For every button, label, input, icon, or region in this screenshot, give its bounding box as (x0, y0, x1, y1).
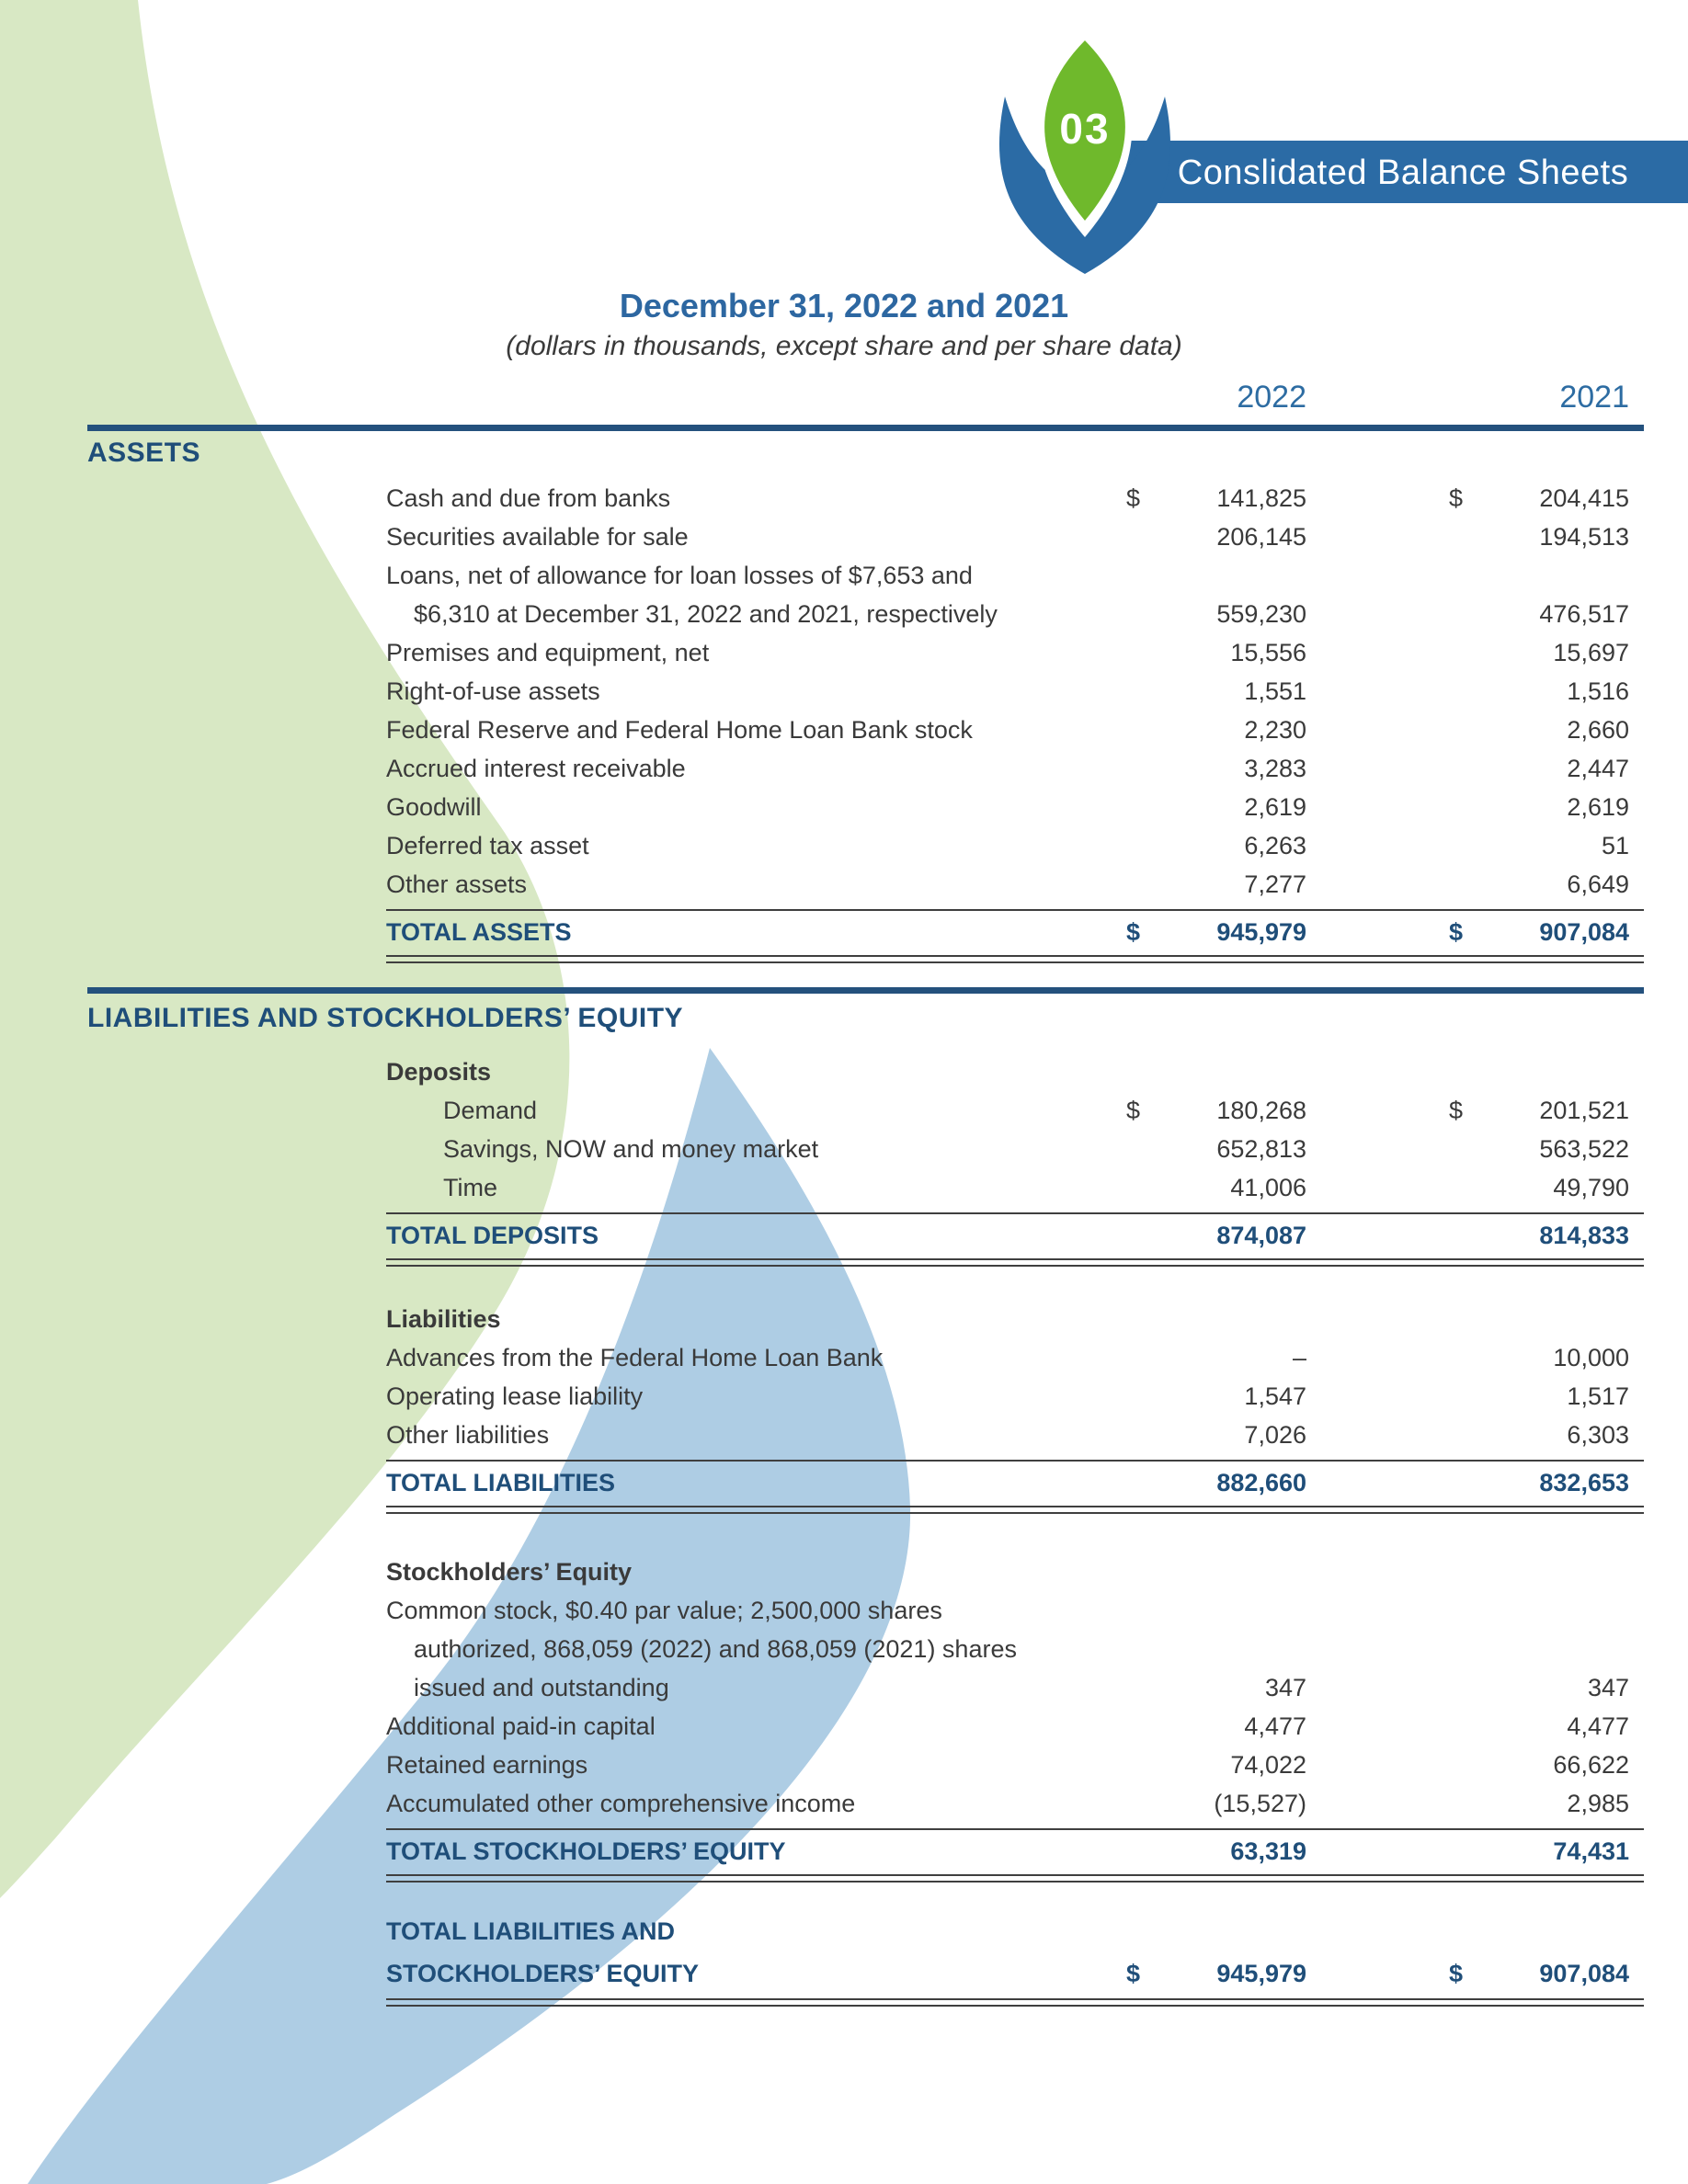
currency-symbol (1126, 1338, 1165, 1377)
value-2022: 141,825 (1216, 484, 1306, 512)
row-label: Other assets (386, 870, 528, 898)
value-2022: 180,268 (1216, 1097, 1306, 1124)
currency-symbol (1126, 1553, 1165, 1591)
currency-symbol (1449, 1630, 1488, 1668)
currency-symbol (1449, 1784, 1488, 1823)
value-2021: 814,833 (1539, 1222, 1629, 1249)
value-2022: 1,551 (1244, 677, 1306, 705)
value-2021 (1488, 1591, 1644, 1630)
column-header-2022: 2022 (1237, 380, 1306, 415)
table-row (386, 1338, 1644, 1377)
currency-symbol (1449, 1377, 1488, 1416)
currency-symbol: $ (1449, 484, 1464, 512)
table-row (386, 1746, 1644, 1784)
currency-symbol (1449, 672, 1488, 711)
value-2022: 3,283 (1244, 755, 1306, 782)
currency-symbol (1449, 1668, 1488, 1707)
currency-symbol (1126, 865, 1165, 904)
table-row (386, 1668, 1644, 1707)
spacer (386, 372, 1126, 423)
currency-symbol (1126, 1214, 1165, 1257)
row-label: Liabilities (386, 1305, 501, 1333)
value-2021: 907,084 (1539, 1960, 1629, 1987)
value-2022: 74,022 (1230, 1751, 1306, 1779)
currency-symbol (1126, 749, 1165, 788)
total-equity-row (386, 1830, 1644, 1872)
table-row (386, 1630, 1644, 1668)
row-label: TOTAL LIABILITIES AND (386, 1917, 675, 1945)
value-2022 (1165, 1300, 1306, 1338)
currency-symbol (1449, 1707, 1488, 1746)
table-row (386, 1416, 1644, 1454)
value-2021 (1488, 1910, 1644, 1952)
table-row (386, 672, 1644, 711)
currency-symbol (1126, 788, 1165, 826)
value-2022: 63,319 (1230, 1837, 1306, 1865)
section-heading-liabilities-equity: LIABILITIES AND STOCKHOLDERS’ EQUITY (87, 1003, 684, 1033)
row-label: Accumulated other comprehensive income (386, 1790, 856, 1817)
value-2022: 4,477 (1244, 1712, 1306, 1740)
value-2022 (1165, 1052, 1306, 1091)
value-2022: 206,145 (1216, 523, 1306, 551)
value-2021: 1,517 (1567, 1382, 1629, 1410)
value-2021: 2,985 (1567, 1790, 1629, 1817)
currency-symbol (1126, 1668, 1165, 1707)
currency-symbol: $ (1126, 484, 1141, 512)
currency-symbol (1126, 711, 1165, 749)
value-2021 (1488, 1300, 1644, 1338)
currency-symbol (1126, 826, 1165, 865)
row-label: Additional paid-in capital (386, 1712, 656, 1740)
value-2022: 15,556 (1230, 639, 1306, 666)
currency-symbol (1126, 1052, 1165, 1091)
table-row (386, 633, 1644, 672)
value-2022: 874,087 (1216, 1222, 1306, 1249)
currency-symbol (1126, 1830, 1165, 1872)
currency-symbol: $ (1126, 1097, 1141, 1124)
currency-symbol (1126, 1462, 1165, 1504)
currency-symbol (1126, 1300, 1165, 1338)
value-2022: 2,619 (1244, 793, 1306, 821)
row-label: Common stock, $0.40 par value; 2,500,000 shares (386, 1597, 942, 1624)
row-label: Securities available for sale (386, 523, 689, 551)
table-row (386, 1784, 1644, 1823)
total-rule-bottom (386, 955, 1644, 963)
chapter-number: 03 (1059, 105, 1111, 153)
currency-symbol (1126, 633, 1165, 672)
row-label: Premises and equipment, net (386, 639, 710, 666)
currency-symbol (1126, 1746, 1165, 1784)
value-2021: 2,447 (1567, 755, 1629, 782)
row-label: Goodwill (386, 793, 482, 821)
row-label: Operating lease liability (386, 1382, 644, 1410)
row-label: Federal Reserve and Federal Home Loan Bank stock (386, 716, 973, 744)
assets-table (386, 479, 1644, 963)
value-2021: 204,415 (1539, 484, 1629, 512)
currency-symbol (1126, 518, 1165, 556)
currency-symbol (1449, 1553, 1488, 1591)
spacer (1126, 372, 1165, 423)
value-2022: 1,547 (1244, 1382, 1306, 1410)
value-2021: 1,516 (1567, 677, 1629, 705)
currency-symbol (1449, 1746, 1488, 1784)
table-row (386, 1377, 1644, 1416)
value-2022: (15,527) (1214, 1790, 1306, 1817)
deposits-table (386, 1052, 1644, 1267)
value-2021: 907,084 (1539, 918, 1629, 946)
value-2022 (1165, 1591, 1306, 1630)
total-rule-bottom (386, 1506, 1644, 1514)
currency-symbol (1449, 595, 1488, 633)
table-row (386, 1591, 1644, 1630)
row-label: STOCKHOLDERS’ EQUITY (386, 1960, 700, 1987)
currency-symbol (1449, 556, 1488, 595)
total-assets-row (386, 911, 1644, 953)
value-2022: 882,660 (1216, 1469, 1306, 1496)
currency-symbol (1449, 826, 1488, 865)
header-rule (87, 425, 1644, 431)
value-2021: 476,517 (1539, 600, 1629, 628)
row-label: $6,310 at December 31, 2022 and 2021, respectively (414, 600, 998, 628)
value-2021: 6,649 (1567, 870, 1629, 898)
currency-symbol: $ (1449, 918, 1464, 946)
value-2021: 2,619 (1567, 793, 1629, 821)
value-2021: 4,477 (1567, 1712, 1629, 1740)
spacer (1449, 372, 1488, 423)
currency-symbol (1126, 1168, 1165, 1207)
table-row (386, 711, 1644, 749)
currency-symbol (1449, 1214, 1488, 1257)
value-2022: 945,979 (1216, 1960, 1306, 1987)
table-row (386, 595, 1644, 633)
row-label: Time (443, 1174, 497, 1201)
value-2022: 41,006 (1230, 1174, 1306, 1201)
currency-symbol (1449, 1168, 1488, 1207)
row-label: Accrued interest receivable (386, 755, 686, 782)
total-rule-bottom (386, 1998, 1644, 2007)
table-row (386, 788, 1644, 826)
value-2022: 7,026 (1244, 1421, 1306, 1449)
subsection-heading-deposits (386, 1052, 1644, 1091)
equity-table (386, 1553, 1644, 1883)
row-label: Stockholders’ Equity (386, 1558, 633, 1586)
row-label: TOTAL DEPOSITS (386, 1222, 599, 1249)
currency-symbol (1126, 1630, 1165, 1668)
value-2022: 945,979 (1216, 918, 1306, 946)
row-label: issued and outstanding (414, 1674, 669, 1701)
currency-symbol (1126, 1377, 1165, 1416)
year-header-row (386, 372, 1644, 423)
table-row (386, 556, 1644, 595)
row-label: authorized, 868,059 (2022) and 868,059 (2021) shares (414, 1635, 1017, 1663)
value-2022: – (1292, 1344, 1306, 1371)
value-2021: 347 (1587, 1674, 1629, 1701)
currency-symbol: $ (1126, 1960, 1141, 1987)
value-2022: 6,263 (1244, 832, 1306, 859)
total-rule-bottom (386, 1874, 1644, 1883)
section-divider-rule (87, 987, 1644, 994)
row-label: TOTAL STOCKHOLDERS’ EQUITY (386, 1837, 786, 1865)
value-2022: 347 (1264, 1674, 1306, 1701)
value-2022: 559,230 (1216, 600, 1306, 628)
currency-symbol (1449, 1591, 1488, 1630)
currency-symbol (1126, 1707, 1165, 1746)
row-label: TOTAL LIABILITIES (386, 1469, 615, 1496)
currency-symbol (1449, 1910, 1488, 1952)
row-label: Cash and due from banks (386, 484, 671, 512)
total-rule-bottom (386, 1258, 1644, 1267)
value-2021: 194,513 (1539, 523, 1629, 551)
page-subtitle: (dollars in thousands, except share and per share data) (506, 331, 1182, 361)
row-label: Savings, NOW and money market (443, 1135, 819, 1163)
grand-total-row-line1 (386, 1910, 1644, 1952)
table-row (386, 749, 1644, 788)
row-label: Retained earnings (386, 1751, 588, 1779)
value-2022: 7,277 (1244, 870, 1306, 898)
table-row (386, 479, 1644, 518)
currency-symbol (1126, 556, 1165, 595)
statement-content (87, 372, 1644, 2007)
value-2021 (1488, 1052, 1644, 1091)
value-2021: 51 (1601, 832, 1629, 859)
value-2022 (1165, 556, 1306, 595)
value-2021: 563,522 (1539, 1135, 1629, 1163)
currency-symbol (1449, 1338, 1488, 1377)
currency-symbol: $ (1449, 1960, 1464, 1987)
section-heading-assets: ASSETS (87, 438, 201, 468)
total-deposits-row (386, 1214, 1644, 1257)
currency-symbol (1449, 865, 1488, 904)
row-label: Advances from the Federal Home Loan Bank (386, 1344, 884, 1371)
value-2021: 49,790 (1553, 1174, 1629, 1201)
value-2021: 201,521 (1539, 1097, 1629, 1124)
liabilities-table (386, 1300, 1644, 1514)
currency-symbol (1126, 595, 1165, 633)
value-2022: 652,813 (1216, 1135, 1306, 1163)
currency-symbol (1449, 518, 1488, 556)
grand-total-row-line2 (386, 1952, 1644, 1995)
currency-symbol (1449, 1462, 1488, 1504)
currency-symbol (1449, 749, 1488, 788)
value-2022 (1165, 1910, 1306, 1952)
currency-symbol: $ (1449, 1097, 1464, 1124)
value-2021 (1488, 1553, 1644, 1591)
value-2021: 15,697 (1553, 639, 1629, 666)
currency-symbol (1126, 1416, 1165, 1454)
total-liabilities-row (386, 1462, 1644, 1504)
currency-symbol (1126, 672, 1165, 711)
currency-symbol (1126, 1910, 1165, 1952)
column-header-2021: 2021 (1559, 380, 1629, 415)
row-label: Demand (443, 1097, 538, 1124)
value-2021: 10,000 (1553, 1344, 1629, 1371)
currency-symbol (1449, 1830, 1488, 1872)
value-2022: 2,230 (1244, 716, 1306, 744)
banner-title: Conslidated Balance Sheets (1177, 154, 1629, 192)
table-row (386, 1091, 1644, 1130)
value-2021: 66,622 (1553, 1751, 1629, 1779)
currency-symbol (1126, 1130, 1165, 1168)
value-2021 (1488, 1630, 1644, 1668)
currency-symbol (1449, 1052, 1488, 1091)
grand-total-table (386, 1910, 1644, 2007)
currency-symbol (1126, 1591, 1165, 1630)
currency-symbol (1449, 633, 1488, 672)
value-2022 (1165, 1630, 1306, 1668)
row-label: Right-of-use assets (386, 677, 600, 705)
subsection-heading-equity (386, 1553, 1644, 1591)
currency-symbol (1449, 788, 1488, 826)
row-label: Deferred tax asset (386, 832, 589, 859)
page-title: December 31, 2022 and 2021 (619, 287, 1069, 324)
table-row (386, 865, 1644, 904)
value-2021 (1488, 556, 1644, 595)
subsection-heading-liabilities (386, 1300, 1644, 1338)
currency-symbol (1449, 711, 1488, 749)
currency-symbol (1449, 1300, 1488, 1338)
table-row (386, 1707, 1644, 1746)
table-row (386, 1168, 1644, 1207)
row-label: Loans, net of allowance for loan losses of $7,653 and (386, 562, 973, 589)
currency-symbol: $ (1126, 918, 1141, 946)
value-2021: 6,303 (1567, 1421, 1629, 1449)
row-label: TOTAL ASSETS (386, 918, 572, 946)
currency-symbol (1449, 1416, 1488, 1454)
row-label: Other liabilities (386, 1421, 550, 1449)
value-2021: 832,653 (1539, 1469, 1629, 1496)
value-2021: 74,431 (1553, 1837, 1629, 1865)
table-row (386, 518, 1644, 556)
row-label: Deposits (386, 1058, 492, 1086)
value-2022 (1165, 1553, 1306, 1591)
currency-symbol (1449, 1130, 1488, 1168)
table-row (386, 1130, 1644, 1168)
currency-symbol (1126, 1784, 1165, 1823)
table-row (386, 826, 1644, 865)
value-2021: 2,660 (1567, 716, 1629, 744)
